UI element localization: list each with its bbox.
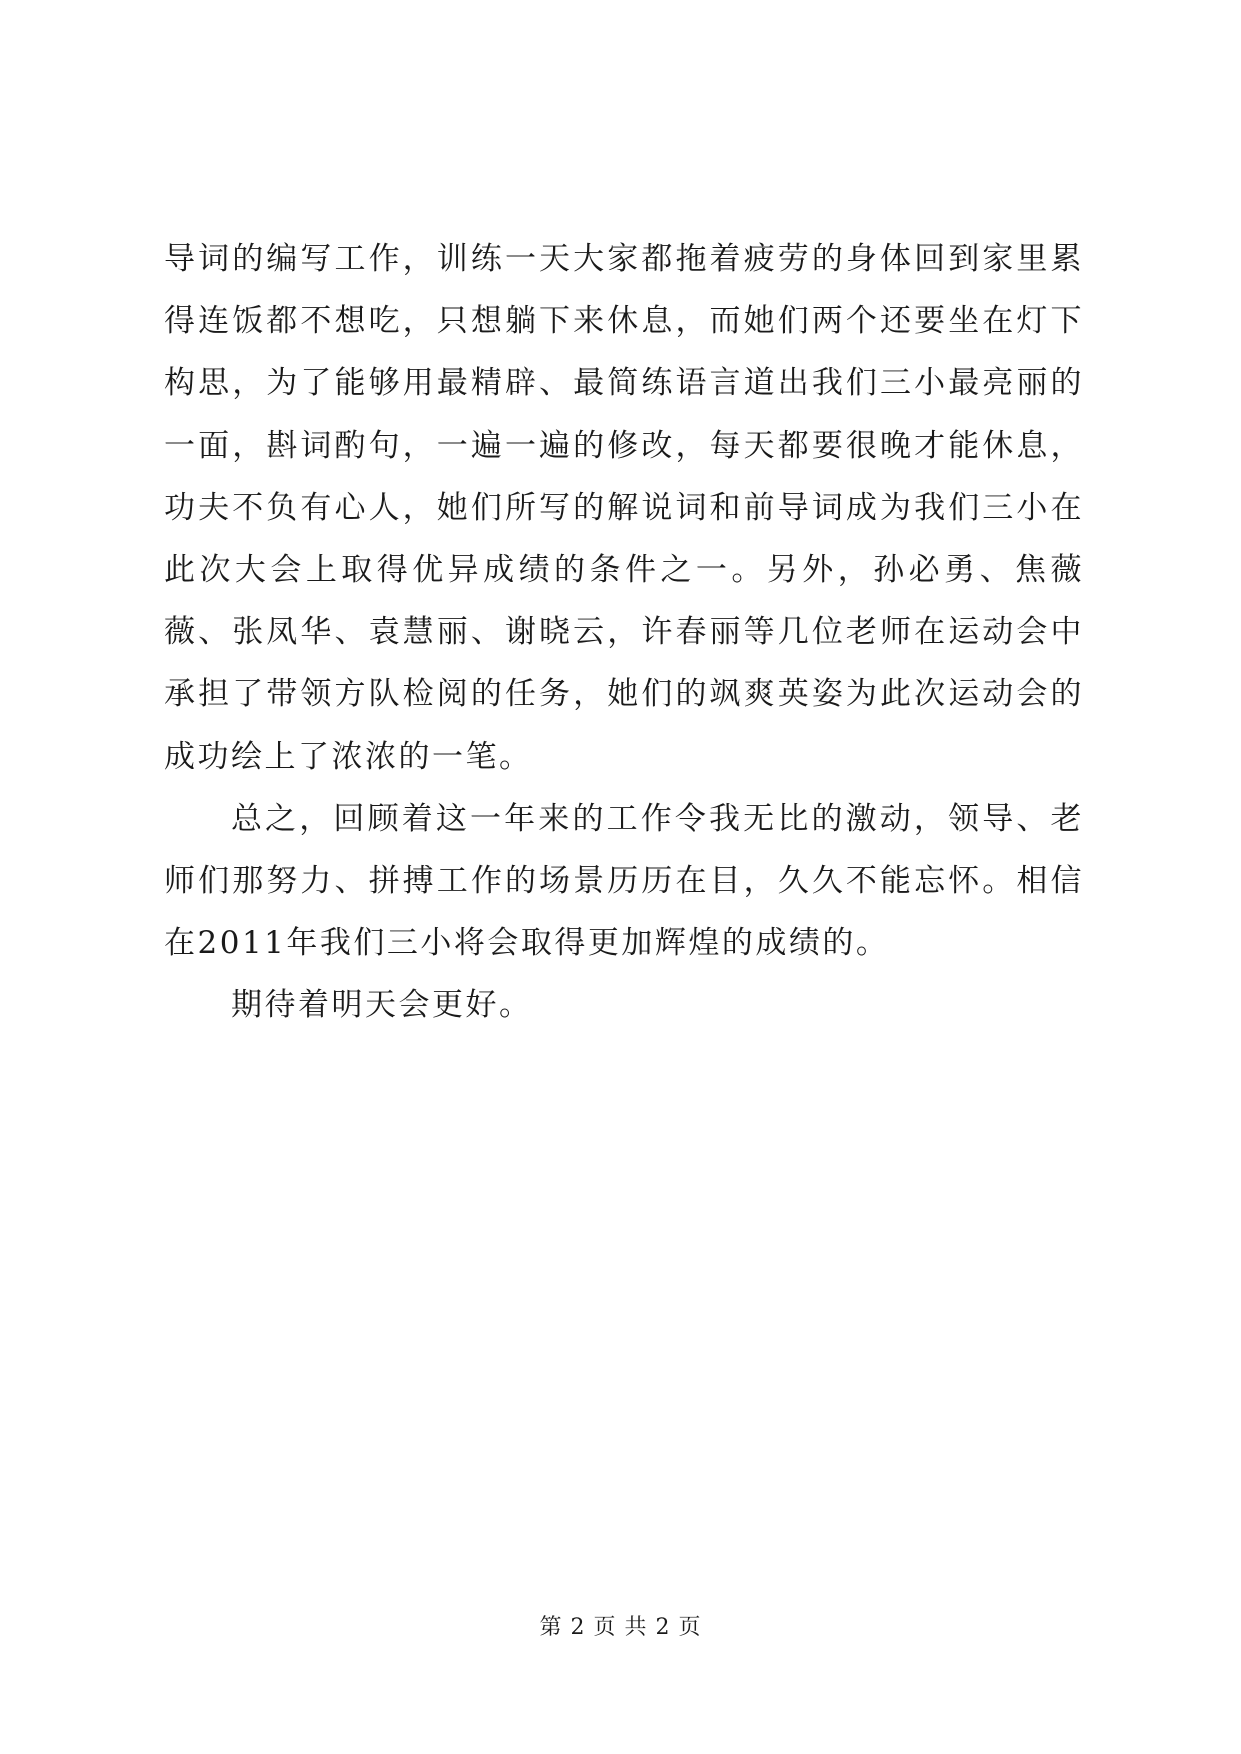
paragraph-summary: 总之，回顾着这一年来的工作令我无比的激动，领导、老师们那努力、拼搏工作的场景历历在目，久久不能忘怀。相信在2011年我们三小将会取得更加辉煌的成绩的。 — [164, 800, 1084, 962]
paragraph-closing: 期待着明天会更好。 — [231, 987, 533, 1024]
page-footer: 第 2 页 共 2 页 — [539, 1615, 702, 1640]
paragraph-continued: 导词的编写工作，训练一天大家都拖着疲劳的身体回到家里累得连饭都不想吃，只想躺下来休息，而她们两个还要坐在灯下构思，为了能够用最精辟、最简练语言道出我们三小最亮丽的一面，斟词酌句，一遍一遍的修改，每天都要很晚才能休息，功夫不负有心人，她们所写的解说词和前导词成为我们三小在此次大会上取得优异成绩的条件之一。另外，孙必勇、焦薇薇、张凤华、袁慧丽、谢晓云，许春丽等几位老师在运动会中承担了带领方队检阅的任务，她们的飒爽英姿为此次运动会的成功绘上了浓浓的一笔。 — [164, 241, 1084, 775]
document-body — [164, 228, 1084, 1037]
